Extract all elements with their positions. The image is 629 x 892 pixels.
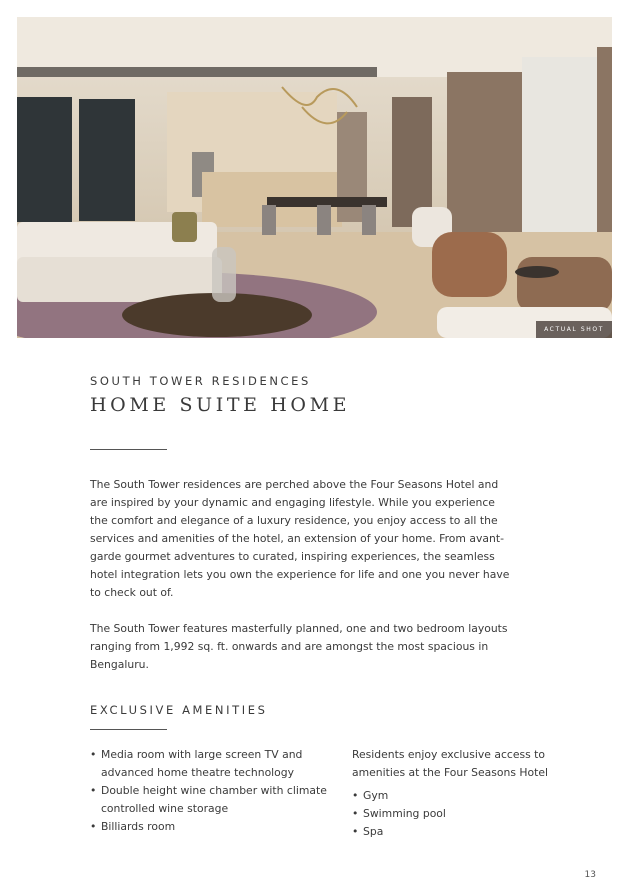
layout-paragraph: The South Tower features masterfully planned, one and two bedroom layouts ranging from 1,992 sq. ft. onwards and are amongst the most spacious in Bengaluru.	[90, 622, 508, 671]
actual-shot-badge: ACTUAL SHOT	[536, 321, 612, 338]
page-number: 13	[584, 870, 596, 880]
list-item: • Double height wine chamber with climate controlled wine storage	[90, 782, 340, 818]
hero-photo	[17, 17, 612, 338]
amenities-divider	[90, 729, 167, 730]
list-item: • Swimming pool	[352, 805, 552, 823]
section-kicker: SOUTH TOWER RESIDENCES	[90, 374, 311, 388]
amenities-heading: EXCLUSIVE AMENITIES	[90, 703, 268, 717]
amenities-list-left	[90, 746, 340, 836]
list-item: • Media room with large screen TV and advanced home theatre technology	[90, 746, 340, 782]
list-item: • Spa	[352, 823, 552, 841]
title-divider	[90, 449, 167, 450]
intro-paragraph: The South Tower residences are perched above the Four Seasons Hotel and are inspired by your dynamic and engaging lifestyle. While you experience the comfort and elegance of a luxury residence, you enjoy access to all the services and amenities of the hotel, an extension of your home. From avant-garde gourmet adventures to curated, inspiring experiences, the seamless hotel integration lets you own the experience for life and one you never have to check out of.	[90, 478, 510, 599]
living-room-illustration	[17, 17, 612, 338]
hotel-amenities-intro: Residents enjoy exclusive access to amenities at the Four Seasons Hotel	[352, 748, 548, 779]
page-title: HOME SUITE HOME	[90, 394, 351, 416]
list-item: • Gym	[352, 787, 552, 805]
amenities-list-right	[352, 787, 552, 841]
list-item: • Billiards room	[90, 818, 340, 836]
